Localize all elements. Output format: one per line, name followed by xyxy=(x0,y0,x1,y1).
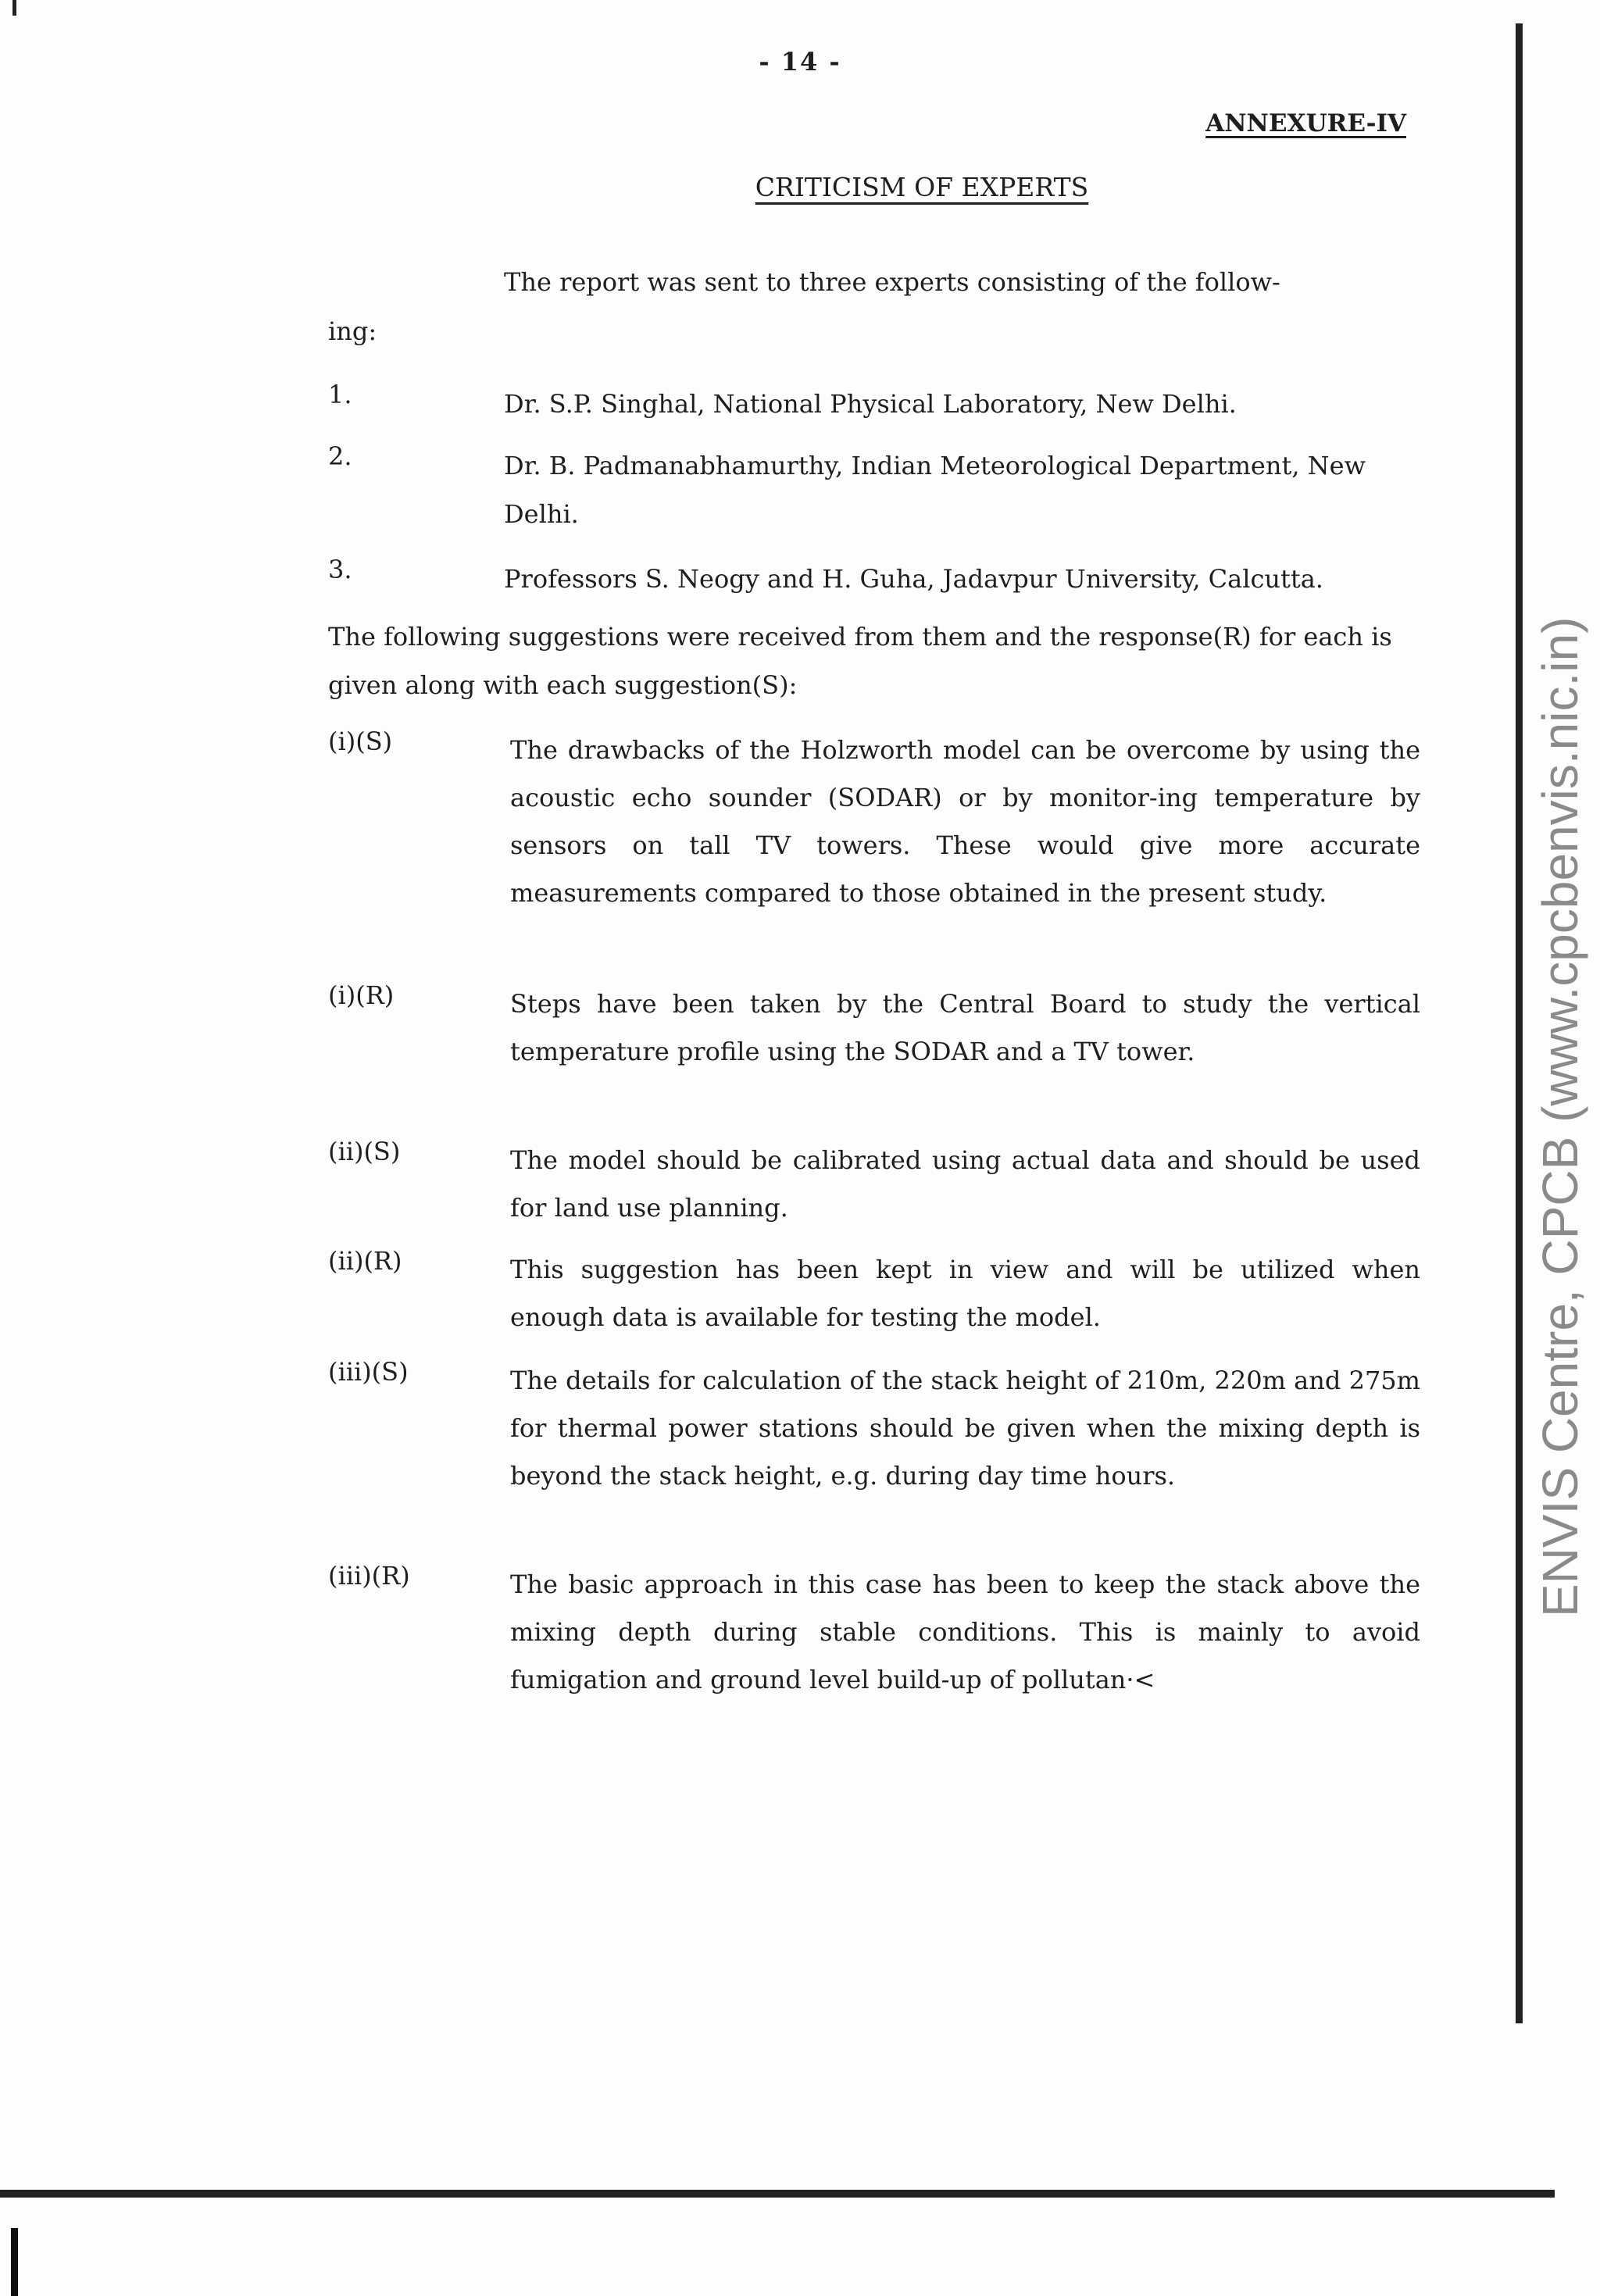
entry-text: The basic approach in this case has been to keep the stack above the mixing depth during stable conditions. This is mainly to avoid fumigation and ground level build-up of pollutan·< xyxy=(510,1569,1420,1694)
expert-number: 2. xyxy=(328,441,352,471)
entry-text: The model should be calibrated using actual data and should be used for land use planning. xyxy=(510,1145,1420,1223)
expert-text: Dr. S.P. Singhal, National Physical Laboratory, New Delhi. xyxy=(504,389,1237,419)
expert-text: Dr. B. Padmanabhamurthy, Indian Meteorological Department, New Delhi. xyxy=(504,451,1366,529)
scan-corner-mark xyxy=(12,0,16,16)
lead-paragraph: The following suggestions were received from them and the response(R) for each is given along with each suggestion(S): xyxy=(328,622,1392,700)
page-title: CRITICISM OF EXPERTS xyxy=(755,172,1089,202)
entry-label: (i)(S) xyxy=(328,727,393,756)
watermark: ENVIS Centre, CPCB (www.cpcbenvis.nic.in) xyxy=(1532,616,1588,1617)
expert-number: 3. xyxy=(328,555,352,584)
entry-text: Steps have been taken by the Central Board to study the vertical temperature profile using the SODAR and a TV tower. xyxy=(510,989,1420,1066)
expert-number: 1. xyxy=(328,380,352,409)
expert-text: Professors S. Neogy and H. Guha, Jadavpur University, Calcutta. xyxy=(504,564,1323,594)
entry-text: The details for calculation of the stack height of 210m, 220m and 275m for thermal power stations should be given when the mixing depth is beyond the stack height, e.g. during day time hours. xyxy=(510,1366,1420,1491)
entry-label: (iii)(S) xyxy=(328,1357,409,1387)
scan-border-bottom xyxy=(0,2190,1555,2198)
annexure-label: ANNEXURE-IV xyxy=(1205,109,1406,137)
entry-label: (iii)(R) xyxy=(328,1561,410,1591)
entry-label: (ii)(R) xyxy=(328,1246,402,1276)
entry-label: (i)(R) xyxy=(328,980,395,1010)
entry-text: This suggestion has been kept in view and will be utilized when enough data is available for testing the model. xyxy=(510,1255,1420,1332)
entry-label: (ii)(S) xyxy=(328,1137,401,1166)
intro-line: The report was sent to three experts consisting of the follow- xyxy=(504,267,1280,297)
scan-border-right xyxy=(1516,23,1523,2023)
entry-text: The drawbacks of the Holzworth model can be overcome by using the acoustic echo sounder (SODAR) or by monitor-ing temperature by sensors on tall TV towers. These would give more accurate measurements compared to those obtained in the present study. xyxy=(510,735,1420,908)
intro-line-continued: ing: xyxy=(328,316,377,346)
page-number: - 14 - xyxy=(759,47,841,77)
scan-corner-mark-bottom xyxy=(11,2228,18,2296)
